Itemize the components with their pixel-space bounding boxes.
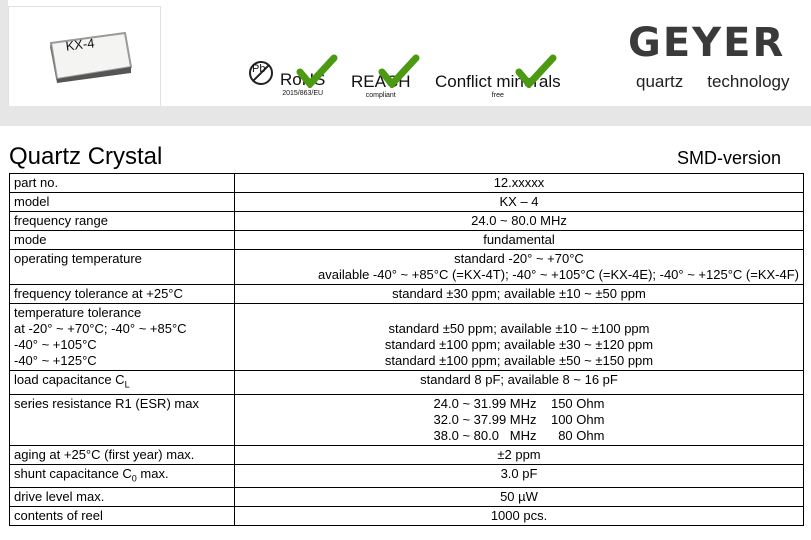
banner-band	[0, 0, 8, 106]
param-label: frequency tolerance at +25°C	[10, 285, 235, 304]
param-label: aging at +25°C (first year) max.	[10, 445, 235, 464]
param-value	[235, 394, 804, 445]
chip-label: KX-4	[64, 35, 96, 54]
label-subscript: 0	[131, 473, 137, 484]
table-row	[10, 488, 804, 507]
param-label: series resistance R1 (ESR) max	[10, 394, 235, 445]
table-row	[10, 507, 804, 526]
reach-check-icon	[378, 54, 420, 88]
label-text: shunt capacitance C	[14, 465, 132, 481]
conflict-sub: free	[491, 92, 504, 99]
label-line: temperature tolerance	[14, 305, 142, 320]
document-version: SMD-version	[676, 148, 781, 168]
table-row	[10, 371, 804, 395]
param-value: standard 8 pF; available 8 ~ 16 pF	[235, 371, 804, 395]
product-image-frame	[8, 6, 161, 108]
esr-table	[434, 396, 605, 444]
param-label: part no.	[10, 174, 235, 193]
param-label: mode	[10, 231, 235, 250]
label-text: load capacitance C	[14, 372, 125, 387]
table-row	[10, 464, 804, 488]
param-value: 1000 pcs.	[235, 507, 804, 526]
table-row	[10, 285, 804, 304]
param-value: ±2 ppm	[235, 445, 804, 464]
param-value: fundamental	[235, 231, 804, 250]
label-line: at -20° ~ +70°C; -40° ~ +85°C	[14, 321, 187, 336]
rohs-check-icon	[296, 54, 338, 88]
brand-tagline	[636, 72, 811, 92]
value-line: standard ±100 ppm; available ±50 ~ ±150 ppm	[384, 353, 654, 368]
value-line: standard ±50 ppm; available ±10 ~ ±100 ppm	[388, 321, 650, 336]
param-value: standard ±30 ppm; available ±10 ~ ±50 ppm	[235, 285, 804, 304]
reach-label: REACH	[351, 72, 411, 91]
value-line: 32.0 ~ 37.99 MHz 100 Ohm	[433, 411, 605, 427]
pb-label: Pb	[252, 63, 266, 75]
document-title: Quartz Crystal	[9, 143, 163, 170]
label-line: -40° ~ +125°C	[14, 353, 97, 368]
header-banner	[0, 0, 811, 106]
table-row	[10, 394, 804, 445]
table-row	[10, 445, 804, 464]
conflict-label: Conflict minerals	[435, 72, 561, 91]
param-label: contents of reel	[10, 507, 235, 526]
param-value: 50 µW	[235, 488, 804, 507]
param-label	[10, 464, 235, 488]
value-line: standard ±100 ppm; available ±30 ~ ±120 ppm	[384, 337, 654, 352]
param-label: model	[10, 193, 235, 212]
label-subscript: L	[124, 379, 130, 390]
param-value	[235, 250, 804, 285]
value-line: 24.0 ~ 31.99 MHz 150 Ohm	[433, 395, 605, 411]
label-line: -40° ~ +105°C	[14, 337, 97, 352]
table-row	[10, 193, 804, 212]
rohs-sub: 2015/863/EU	[282, 90, 324, 97]
param-value: 24.0 ~ 80.0 MHz	[235, 212, 804, 231]
spec-table	[9, 173, 804, 526]
param-label	[10, 371, 235, 395]
table-row	[10, 250, 804, 285]
reach-sub: compliant	[365, 92, 396, 99]
label-text-end: max.	[136, 465, 169, 481]
table-row	[10, 212, 804, 231]
value-line: available -40° ~ +85°C (=KX-4T); -40° ~ +105°C (=KX-4E); -40° ~ +125°C (=KX-4F)	[318, 267, 799, 282]
param-label: operating temperature	[10, 250, 235, 285]
table-row	[10, 174, 804, 193]
param-label: drive level max.	[10, 488, 235, 507]
param-label	[10, 304, 235, 371]
param-label: frequency range	[10, 212, 235, 231]
param-value: KX – 4	[235, 193, 804, 212]
value-line: standard -20° ~ +70°C	[454, 251, 584, 266]
brand-logo: GEYER	[628, 20, 786, 66]
conflict-check-icon	[515, 54, 557, 88]
param-value: 3.0 pF	[235, 464, 804, 488]
tagline-left: quartz	[636, 72, 684, 91]
tagline-right: technology	[707, 72, 790, 91]
banner-bottom-band	[0, 106, 811, 126]
rohs-label: RoHS	[280, 70, 326, 89]
param-value: 12.xxxxx	[235, 174, 804, 193]
value-line: 38.0 ~ 80.0 MHz 80 Ohm	[433, 427, 605, 443]
table-row	[10, 231, 804, 250]
table-row	[10, 304, 804, 371]
param-value	[235, 304, 804, 371]
